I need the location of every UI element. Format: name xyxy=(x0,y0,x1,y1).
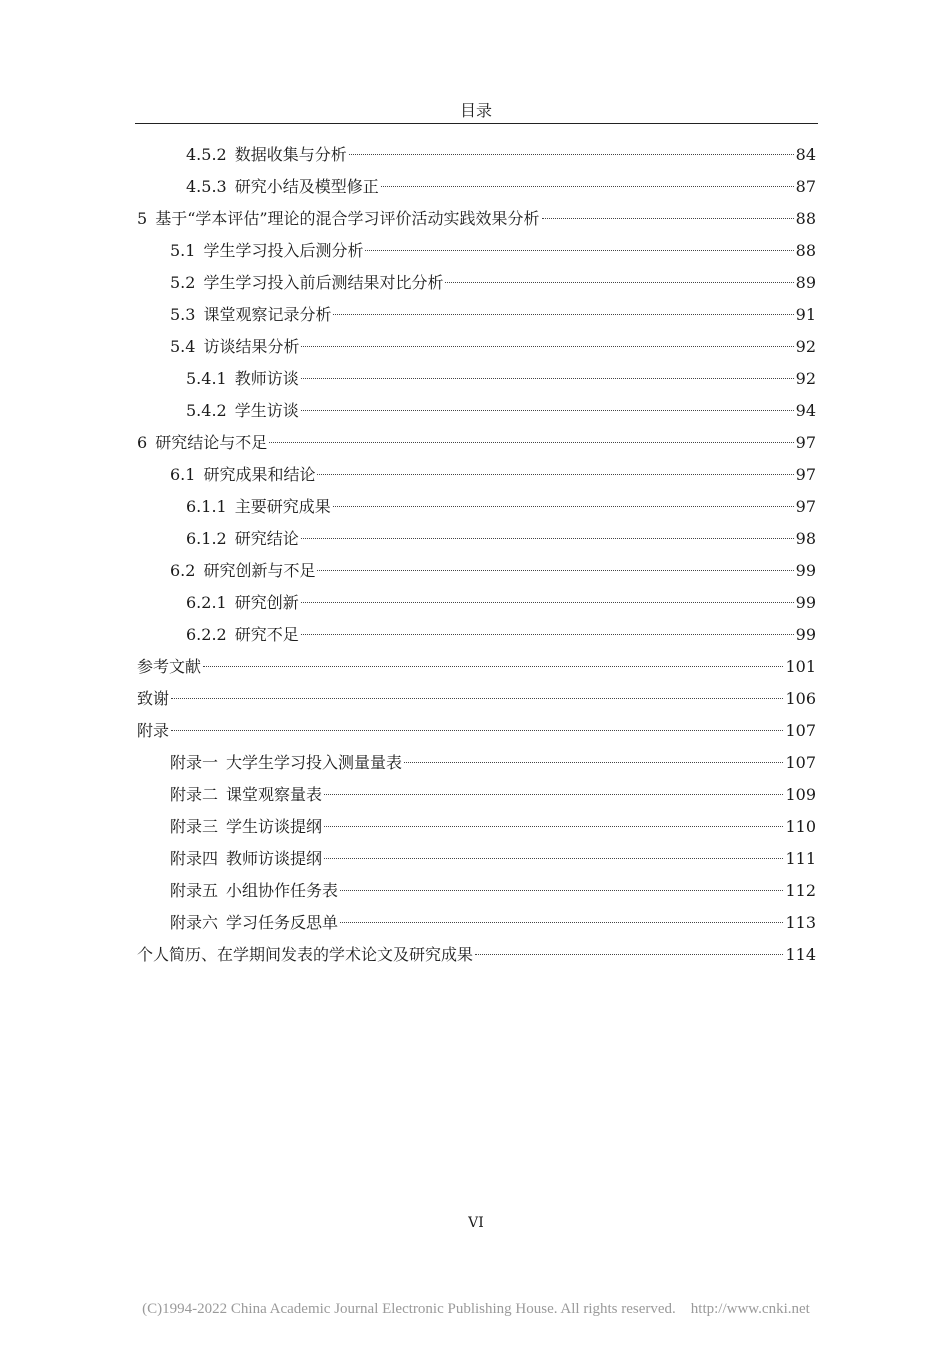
toc-entry-page: 88 xyxy=(795,241,816,260)
toc-entry-title: 附录 xyxy=(137,721,170,740)
toc-entry-title: 研究不足 xyxy=(234,625,299,644)
toc-entry-page: 114 xyxy=(785,945,816,964)
toc-entry[interactable] xyxy=(137,207,816,231)
toc-dot-leader xyxy=(324,826,783,827)
toc-dot-leader xyxy=(340,890,783,891)
toc-entry-number: 附录一 xyxy=(170,753,219,772)
toc-entry[interactable] xyxy=(137,687,816,711)
toc-entry-title: 研究创新与不足 xyxy=(203,561,316,580)
toc-entry[interactable] xyxy=(170,303,816,327)
toc-entry-page: 99 xyxy=(795,625,816,644)
toc-entry[interactable] xyxy=(137,431,816,455)
toc-entry[interactable] xyxy=(186,175,816,199)
toc-entry-page: 112 xyxy=(785,881,816,900)
toc-dot-leader xyxy=(317,474,793,475)
toc-entry-number: 6.1.2 xyxy=(186,529,227,548)
toc-entry-number: 附录三 xyxy=(170,817,219,836)
page-number: VI xyxy=(468,1215,484,1231)
toc-entry[interactable] xyxy=(170,815,816,839)
toc-dot-leader xyxy=(475,954,783,955)
toc-entry-page: 99 xyxy=(795,561,816,580)
toc-entry-title: 学生学习投入后测分析 xyxy=(203,241,364,260)
toc-entry-title: 教师访谈 xyxy=(234,369,299,388)
toc-entry[interactable] xyxy=(186,591,816,615)
toc-entry-title: 学生学习投入前后测结果对比分析 xyxy=(203,273,444,292)
toc-entry-page: 84 xyxy=(795,145,816,164)
toc-entry-number: 附录四 xyxy=(170,849,219,868)
toc-entry[interactable] xyxy=(170,271,816,295)
toc-entry-number: 6.1 xyxy=(170,465,196,484)
toc-dot-leader xyxy=(301,602,794,603)
toc-entry[interactable] xyxy=(170,783,816,807)
toc-entry-title: 主要研究成果 xyxy=(234,497,331,516)
toc-entry[interactable] xyxy=(170,751,816,775)
toc-dot-leader xyxy=(203,666,783,667)
toc-entry-number: 5.2 xyxy=(170,273,196,292)
toc-dot-leader xyxy=(301,378,794,379)
toc-entry[interactable] xyxy=(170,239,816,263)
toc-entry-title: 大学生学习投入测量量表 xyxy=(226,753,403,772)
toc-entry[interactable] xyxy=(186,527,816,551)
toc-entry-title: 参考文献 xyxy=(137,657,202,676)
toc-entry[interactable] xyxy=(170,911,816,935)
toc-entry-page: 97 xyxy=(795,465,816,484)
toc-entry-title: 研究小结及模型修正 xyxy=(234,177,379,196)
toc-dot-leader xyxy=(301,634,794,635)
toc-entry[interactable] xyxy=(137,655,816,679)
toc-entry-number: 附录二 xyxy=(170,785,219,804)
toc-entry-number: 5.1 xyxy=(170,241,196,260)
toc-entry-page: 97 xyxy=(795,497,816,516)
toc-entry-page: 87 xyxy=(795,177,816,196)
toc-entry-title: 研究创新 xyxy=(234,593,299,612)
toc-entry-title: 数据收集与分析 xyxy=(234,145,347,164)
toc-entry-number: 4.5.2 xyxy=(186,145,227,164)
toc-entry-page: 91 xyxy=(795,305,816,324)
toc-entry-number: 6.2.2 xyxy=(186,625,227,644)
toc-dot-leader xyxy=(301,410,794,411)
toc-dot-leader xyxy=(324,858,783,859)
toc-entry[interactable] xyxy=(170,463,816,487)
toc-entry[interactable] xyxy=(170,879,816,903)
toc-dot-leader xyxy=(301,346,793,347)
toc-entry-title: 研究结论与不足 xyxy=(155,433,268,452)
toc-dot-leader xyxy=(365,250,793,251)
toc-entry-number: 5.4 xyxy=(170,337,196,356)
toc-dot-leader xyxy=(333,314,793,315)
copyright-notice: (C)1994-2022 China Academic Journal Electronic Publishing House. All rights reserved. http://www.cnki.net xyxy=(142,1301,810,1317)
toc-dot-leader xyxy=(381,186,794,187)
toc-dot-leader xyxy=(269,442,793,443)
toc-entry-title: 学习任务反思单 xyxy=(226,913,339,932)
toc-entry-title: 学生访谈提纲 xyxy=(226,817,323,836)
toc-entry-title: 教师访谈提纲 xyxy=(226,849,323,868)
toc-entry-number: 5 xyxy=(137,209,148,228)
page-header-title: 目录 xyxy=(459,101,492,120)
toc-entry-title: 小组协作任务表 xyxy=(226,881,339,900)
toc-dot-leader xyxy=(340,922,783,923)
toc-entry-title: 研究成果和结论 xyxy=(203,465,316,484)
toc-entry-number: 4.5.3 xyxy=(186,177,227,196)
toc-entry-page: 89 xyxy=(795,273,816,292)
toc-entry-page: 109 xyxy=(785,785,816,804)
toc-dot-leader xyxy=(317,570,793,571)
toc-entry-number: 6 xyxy=(137,433,148,452)
toc-dot-leader xyxy=(445,282,793,283)
toc-entry-title: 课堂观察记录分析 xyxy=(203,305,332,324)
toc-entry-page: 110 xyxy=(785,817,816,836)
header-rule xyxy=(135,123,818,124)
toc-entry-title: 课堂观察量表 xyxy=(226,785,323,804)
toc-entry-title: 基于“学本评估”理论的混合学习评价活动实践效果分析 xyxy=(155,209,540,228)
toc-entry[interactable] xyxy=(170,335,816,359)
toc-entry-number: 5.3 xyxy=(170,305,196,324)
toc-dot-leader xyxy=(171,730,783,731)
toc-dot-leader xyxy=(171,698,783,699)
toc-entry-title: 学生访谈 xyxy=(234,401,299,420)
toc-entry-title: 研究结论 xyxy=(234,529,299,548)
toc-entry[interactable] xyxy=(137,719,816,743)
toc-entry-page: 99 xyxy=(795,593,816,612)
toc-entry-title: 致谢 xyxy=(137,689,170,708)
toc-entry-page: 92 xyxy=(795,337,816,356)
toc-dot-leader xyxy=(324,794,783,795)
toc-entry[interactable] xyxy=(137,943,816,967)
toc-entry-page: 92 xyxy=(795,369,816,388)
toc-entry-page: 98 xyxy=(795,529,816,548)
toc-entry-page: 107 xyxy=(785,753,816,772)
toc-dot-leader xyxy=(349,154,794,155)
toc-entry[interactable] xyxy=(186,399,816,423)
toc-entry[interactable] xyxy=(186,495,816,519)
toc-entry-page: 97 xyxy=(795,433,816,452)
toc-entry-number: 5.4.1 xyxy=(186,369,227,388)
toc-entry-page: 101 xyxy=(785,657,816,676)
toc-entry-page: 106 xyxy=(785,689,816,708)
toc-entry-number: 6.1.1 xyxy=(186,497,227,516)
toc-entry-number: 6.2.1 xyxy=(186,593,227,612)
toc-entry[interactable] xyxy=(186,367,816,391)
toc-entry[interactable] xyxy=(186,143,816,167)
toc-entry-number: 5.4.2 xyxy=(186,401,227,420)
toc-entry-number: 附录五 xyxy=(170,881,219,900)
toc-entry-page: 88 xyxy=(795,209,816,228)
toc-entry-number: 附录六 xyxy=(170,913,219,932)
toc-entry-page: 94 xyxy=(795,401,816,420)
toc-dot-leader xyxy=(333,506,794,507)
toc-entry[interactable] xyxy=(186,623,816,647)
toc-dot-leader xyxy=(301,538,794,539)
toc-entry-number: 6.2 xyxy=(170,561,196,580)
toc-entry[interactable] xyxy=(170,559,816,583)
toc-entry-page: 113 xyxy=(785,913,816,932)
toc-entry-title: 个人简历、在学期间发表的学术论文及研究成果 xyxy=(137,945,474,964)
toc-entry[interactable] xyxy=(170,847,816,871)
toc-dot-leader xyxy=(542,218,794,219)
toc-entry-page: 107 xyxy=(785,721,816,740)
toc-entry-title: 访谈结果分析 xyxy=(203,337,300,356)
toc-dot-leader xyxy=(404,762,783,763)
toc-entry-page: 111 xyxy=(785,849,816,868)
